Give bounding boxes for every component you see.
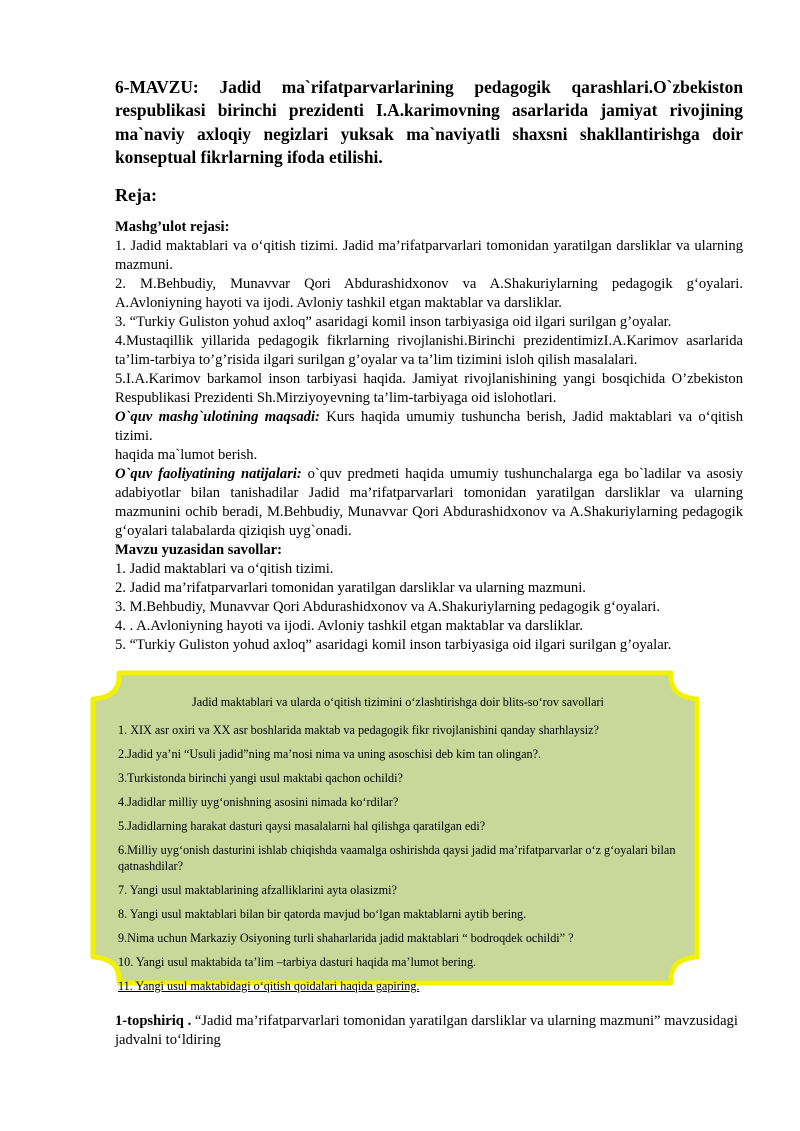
- question-item: 2. Jadid ma’rifatparvarlari tomonidan yaratilgan darsliklar va ularning mazmuni.: [115, 579, 586, 596]
- goal-paragraph: [115, 408, 743, 446]
- plan-item: 1. Jadid maktablari va o‘qitish tizimi. Jadid ma’rifatparvarlari tomonidan yaratilgan darsliklar va ularning mazmuni.: [115, 237, 743, 273]
- plan-item: 3. “Turkiy Guliston yohud axloq” asaridagi komil inson tarbiyasiga oid ilgari surilgan g’oyalar.: [115, 313, 672, 330]
- question-item: 1. Jadid maktablari va o‘qitish tizimi.: [115, 560, 334, 577]
- blits-question: 10. Yangi usul maktabida ta’lim –tarbiya dasturi haqida ma’lumot bering.: [118, 955, 477, 969]
- blits-question: 2.Jadid ya’ni “Usuli jadid”ning ma’nosi nima va uning asoschisi deb kim tan olingan?.: [118, 747, 542, 761]
- blits-questions-panel: [85, 667, 705, 993]
- question-item: 4. . A.Avloniyning hayoti va ijodi. Avloniy tashkil etgan maktablar va darsliklar.: [115, 617, 584, 634]
- blits-question: 3.Turkistonda birinchi yangi usul maktabi qachon ochildi?: [118, 771, 403, 785]
- goal-label: O`quv mashg`ulotining maqsadi:: [115, 408, 320, 425]
- blits-question: 1. XIX asr oxiri va XX asr boshlarida maktab va pedagogik fikr rivojlanishini qanday sharhlaysiz?: [118, 723, 599, 737]
- session-plan-heading: Mashg’ulot rejasi:: [115, 218, 230, 235]
- blits-question: 11. Yangi usul maktabidagi o‘qitish qoidalari haqida gapiring.: [118, 979, 420, 993]
- question-item: 5. “Turkiy Guliston yohud axloq” asaridagi komil inson tarbiyasiga oid ilgari surilgan g’oyalar.: [115, 636, 672, 653]
- blits-question: 9.Nima uchun Markaziy Osiyoning turli shaharlarida jadid maktablari “ bodroqdek ochildi” ?: [118, 931, 574, 945]
- topic-title: 6-MAVZU: Jadid ma`rifatparvarlarining pedagogik qarashlari.O`zbekiston respublikasi birinchi prezidenti I.A.karimovning asarlarida jamiyat rivojining ma`naviy axloqiy negizlari yuksak ma`naviyatli shaxsni shakllantirishga doir konseptual fikrlarning ifoda etilishi.: [115, 77, 743, 168]
- plan-item: 5.I.A.Karimov barkamol inson tarbiyasi haqida. Jamiyat rivojlanishining yangi bosqichida O’zbekiston Respublikasi Prezidenti Sh.Mirziyoyevning ta’lim-tarbiyaga oid islohotlari.: [115, 370, 743, 406]
- blits-question: 5.Jadidlarning harakat dasturi qaysi masalalarni hal qilishga qaratilgan edi?: [118, 819, 486, 833]
- blits-question: 6.Milliy uyg‘onish dasturini ishlab chiqishda vaamalga oshirishda qaysi jadid ma’rifatparvarlar o‘z g‘oyalari bilan qatnashdilar?: [118, 843, 676, 873]
- questions-heading: Mavzu yuzasidan savollar:: [115, 541, 283, 558]
- blits-content: [118, 694, 678, 1002]
- goal-continuation: haqida ma`lumot berish.: [115, 446, 258, 463]
- task-paragraph: [115, 1012, 743, 1050]
- plan-label: Reja:: [115, 184, 157, 205]
- results-label: O`quv faoliyatining natijalari:: [115, 465, 302, 482]
- task-label: 1-topshiriq .: [115, 1013, 192, 1029]
- blits-question: 7. Yangi usul maktablarining afzalliklarini ayta olasizmi?: [118, 883, 397, 897]
- document-body: [115, 76, 743, 655]
- question-item: 3. M.Behbudiy, Munavvar Qori Abdurashidxonov va A.Shakuriylarning pedagogik g‘oyalari.: [115, 598, 661, 615]
- blits-question: 8. Yangi usul maktablari bilan bir qatorda mavjud bo‘lgan maktablarni aytib bering.: [118, 907, 527, 921]
- goal-text: Kurs haqida umumiy tushuncha berish, Jadid maktablari va o‘qitish tizimi.: [115, 408, 744, 444]
- task-text: “Jadid ma’rifatparvarlari tomonidan yaratilgan darsliklar va ularning mazmuni” mavzusidagi jadvalni to‘ldiring: [115, 1013, 738, 1048]
- results-paragraph: [115, 465, 743, 541]
- results-text: o`quv predmeti haqida umumiy tushunchalarga ega bo`ladilar va asosiy adabiyotlar bilan tanishadilar Jadid ma’rifatparvarlari tomonidan yaratilgan darsliklar va ularning mazmunini ochib beradi, M.Behbudiy, Munavvar Qori Abdurashidxonov va A.Shakuriylarning pedagogik g‘oyalari talabalarda qiziqish uyg`onadi.: [115, 465, 743, 539]
- blits-title: Jadid maktablari va ularda o‘qitish tizimini o‘zlashtirishga doir blits-so‘rov savollari: [192, 695, 604, 709]
- plan-item: 4.Mustaqillik yillarida pedagogik fikrlarning rivojlanishi.Birinchi prezidentimizI.A.Karimov asarlarida ta’lim-tarbiya to’g’risida ilgari surilgan g’oyalar va ta’lim tizimini isloh qilish masalalari.: [115, 332, 743, 368]
- plan-item: 2. M.Behbudiy, Munavvar Qori Abdurashidxonov va A.Shakuriylarning pedagogik g‘oyalari. A.Avloniyning hayoti va ijodi. Avloniy tashkil etgan maktablar va darsliklar.: [115, 275, 743, 311]
- blits-question: 4.Jadidlar milliy uyg‘onishning asosini nimada ko‘rdilar?: [118, 795, 399, 809]
